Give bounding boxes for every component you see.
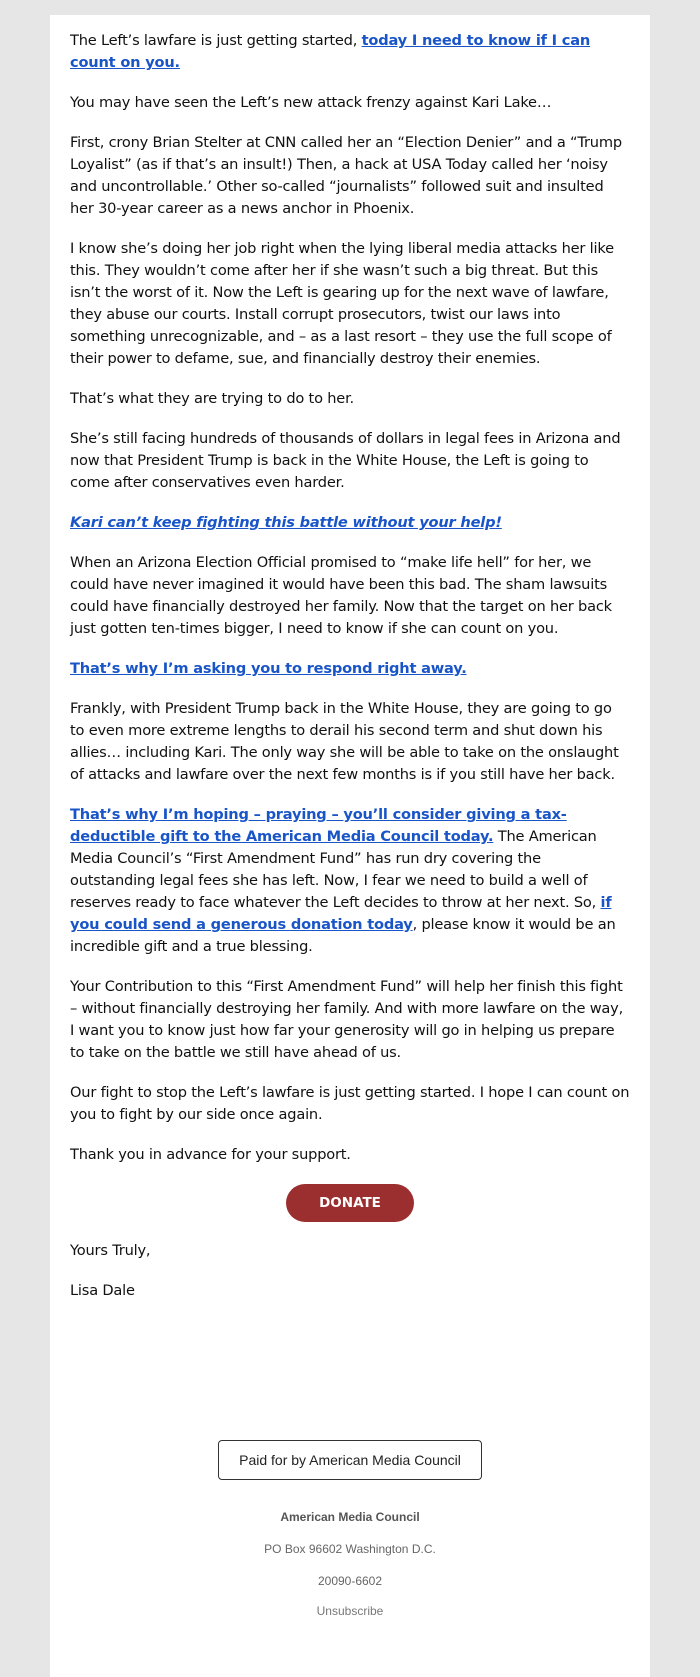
- signature: Lisa Dale: [70, 1282, 135, 1299]
- email-body: [70, 30, 630, 1320]
- paragraph-help-link: [70, 512, 630, 534]
- email-card: [50, 15, 650, 1677]
- generous-donation-link[interactable]: if you could send a generous donation today: [70, 894, 612, 933]
- paragraph-extreme-lengths: Frankly, with President Trump back in the White House, they are going to go to even more extreme lengths to derail his second term and shut down his allies… including Kari. The only way she will be able to take on the onslaught of attacks and lawfare over the next few months is if you still have her back.: [70, 700, 619, 783]
- footer-zip: 20090-6602: [317, 1574, 383, 1588]
- paragraph-intro: [70, 30, 630, 74]
- respond-right-away-link[interactable]: That’s why I’m asking you to respond right away.: [70, 660, 467, 677]
- kari-help-link[interactable]: Kari can’t keep fighting this battle without your help!: [70, 514, 502, 531]
- fund-text: The American Media Council’s “First Amendment Fund” has run dry covering the outstanding legal fees she has left. Now, I fear we need to build a well of reserves ready to face whatever the Left decides to throw at her next. So,: [70, 828, 601, 911]
- tax-deductible-gift-link[interactable]: That’s why I’m hoping – praying – you’ll consider giving a tax-deductible gift to the American Media Council today.: [70, 806, 567, 845]
- paragraph-liberal-media: I know she’s doing her job right when the lying liberal media attacks her like this. They wouldn’t come after her if she wasn’t such a big threat. But this isn’t the worst of it. Now the Left is gearing up for the next wave of lawfare, they abuse our courts. Install corrupt prosecutors, twist our laws into something unrecognizable, and – as a last resort – they use the full scope of their power to defame, sue, and financially destroy their enemies.: [70, 240, 614, 367]
- paragraph-attack-frenzy: You may have seen the Left’s new attack frenzy against Kari Lake…: [70, 94, 552, 111]
- email-footer: [50, 1440, 650, 1618]
- paragraph-arizona-official: When an Arizona Election Official promised to “make life hell” for her, we could have never imagined it would have been this bad. The sham lawsuits could have financially destroyed her family. Now that the target on her back just gotten ten-times bigger, I need to know if she can count on you.: [70, 554, 612, 637]
- donate-wrap: [70, 1184, 630, 1222]
- intro-text: The Left’s lawfare is just getting started,: [70, 32, 362, 49]
- count-on-you-link[interactable]: today I need to know if I can count on you.: [70, 32, 591, 71]
- footer-address: PO Box 96602 Washington D.C.: [264, 1542, 436, 1556]
- paragraph-legal-fees: She’s still facing hundreds of thousands of dollars in legal fees in Arizona and now that President Trump is back in the White House, the Left is going to come after conservatives even harder.: [70, 430, 621, 491]
- paragraph-tax-deductible: [70, 804, 630, 958]
- paragraph-trying: That’s what they are trying to do to her.: [70, 390, 354, 407]
- footer-org-name: American Media Council: [280, 1510, 420, 1524]
- donate-button[interactable]: DONATE: [286, 1184, 414, 1222]
- blessing-text: , please know it would be an incredible gift and a true blessing.: [70, 916, 616, 955]
- paragraph-contribution: Your Contribution to this “First Amendment Fund” will help her finish this fight – without financially destroying her family. And with more lawfare on the way, I want you to know just how far your generosity will go in helping us prepare to take on the battle we still have ahead of us.: [70, 978, 624, 1061]
- paragraph-thanks: Thank you in advance for your support.: [70, 1146, 351, 1163]
- paragraph-respond-link: [70, 658, 630, 680]
- unsubscribe-link[interactable]: Unsubscribe: [316, 1604, 384, 1618]
- signoff: Yours Truly,: [70, 1242, 151, 1259]
- paragraph-fight: Our fight to stop the Left’s lawfare is just getting started. I hope I can count on you to fight by our side once again.: [70, 1084, 630, 1123]
- paragraph-stelter: First, crony Brian Stelter at CNN called her an “Election Denier” and a “Trump Loyalist” (as if that’s an insult!) Then, a hack at USA Today called her ‘noisy and uncontrollable.’ Other so-called “journalists” followed suit and insulted her 30-year career as a news anchor in Phoenix.: [70, 134, 622, 217]
- paid-for-box: Paid for by American Media Council: [218, 1440, 482, 1480]
